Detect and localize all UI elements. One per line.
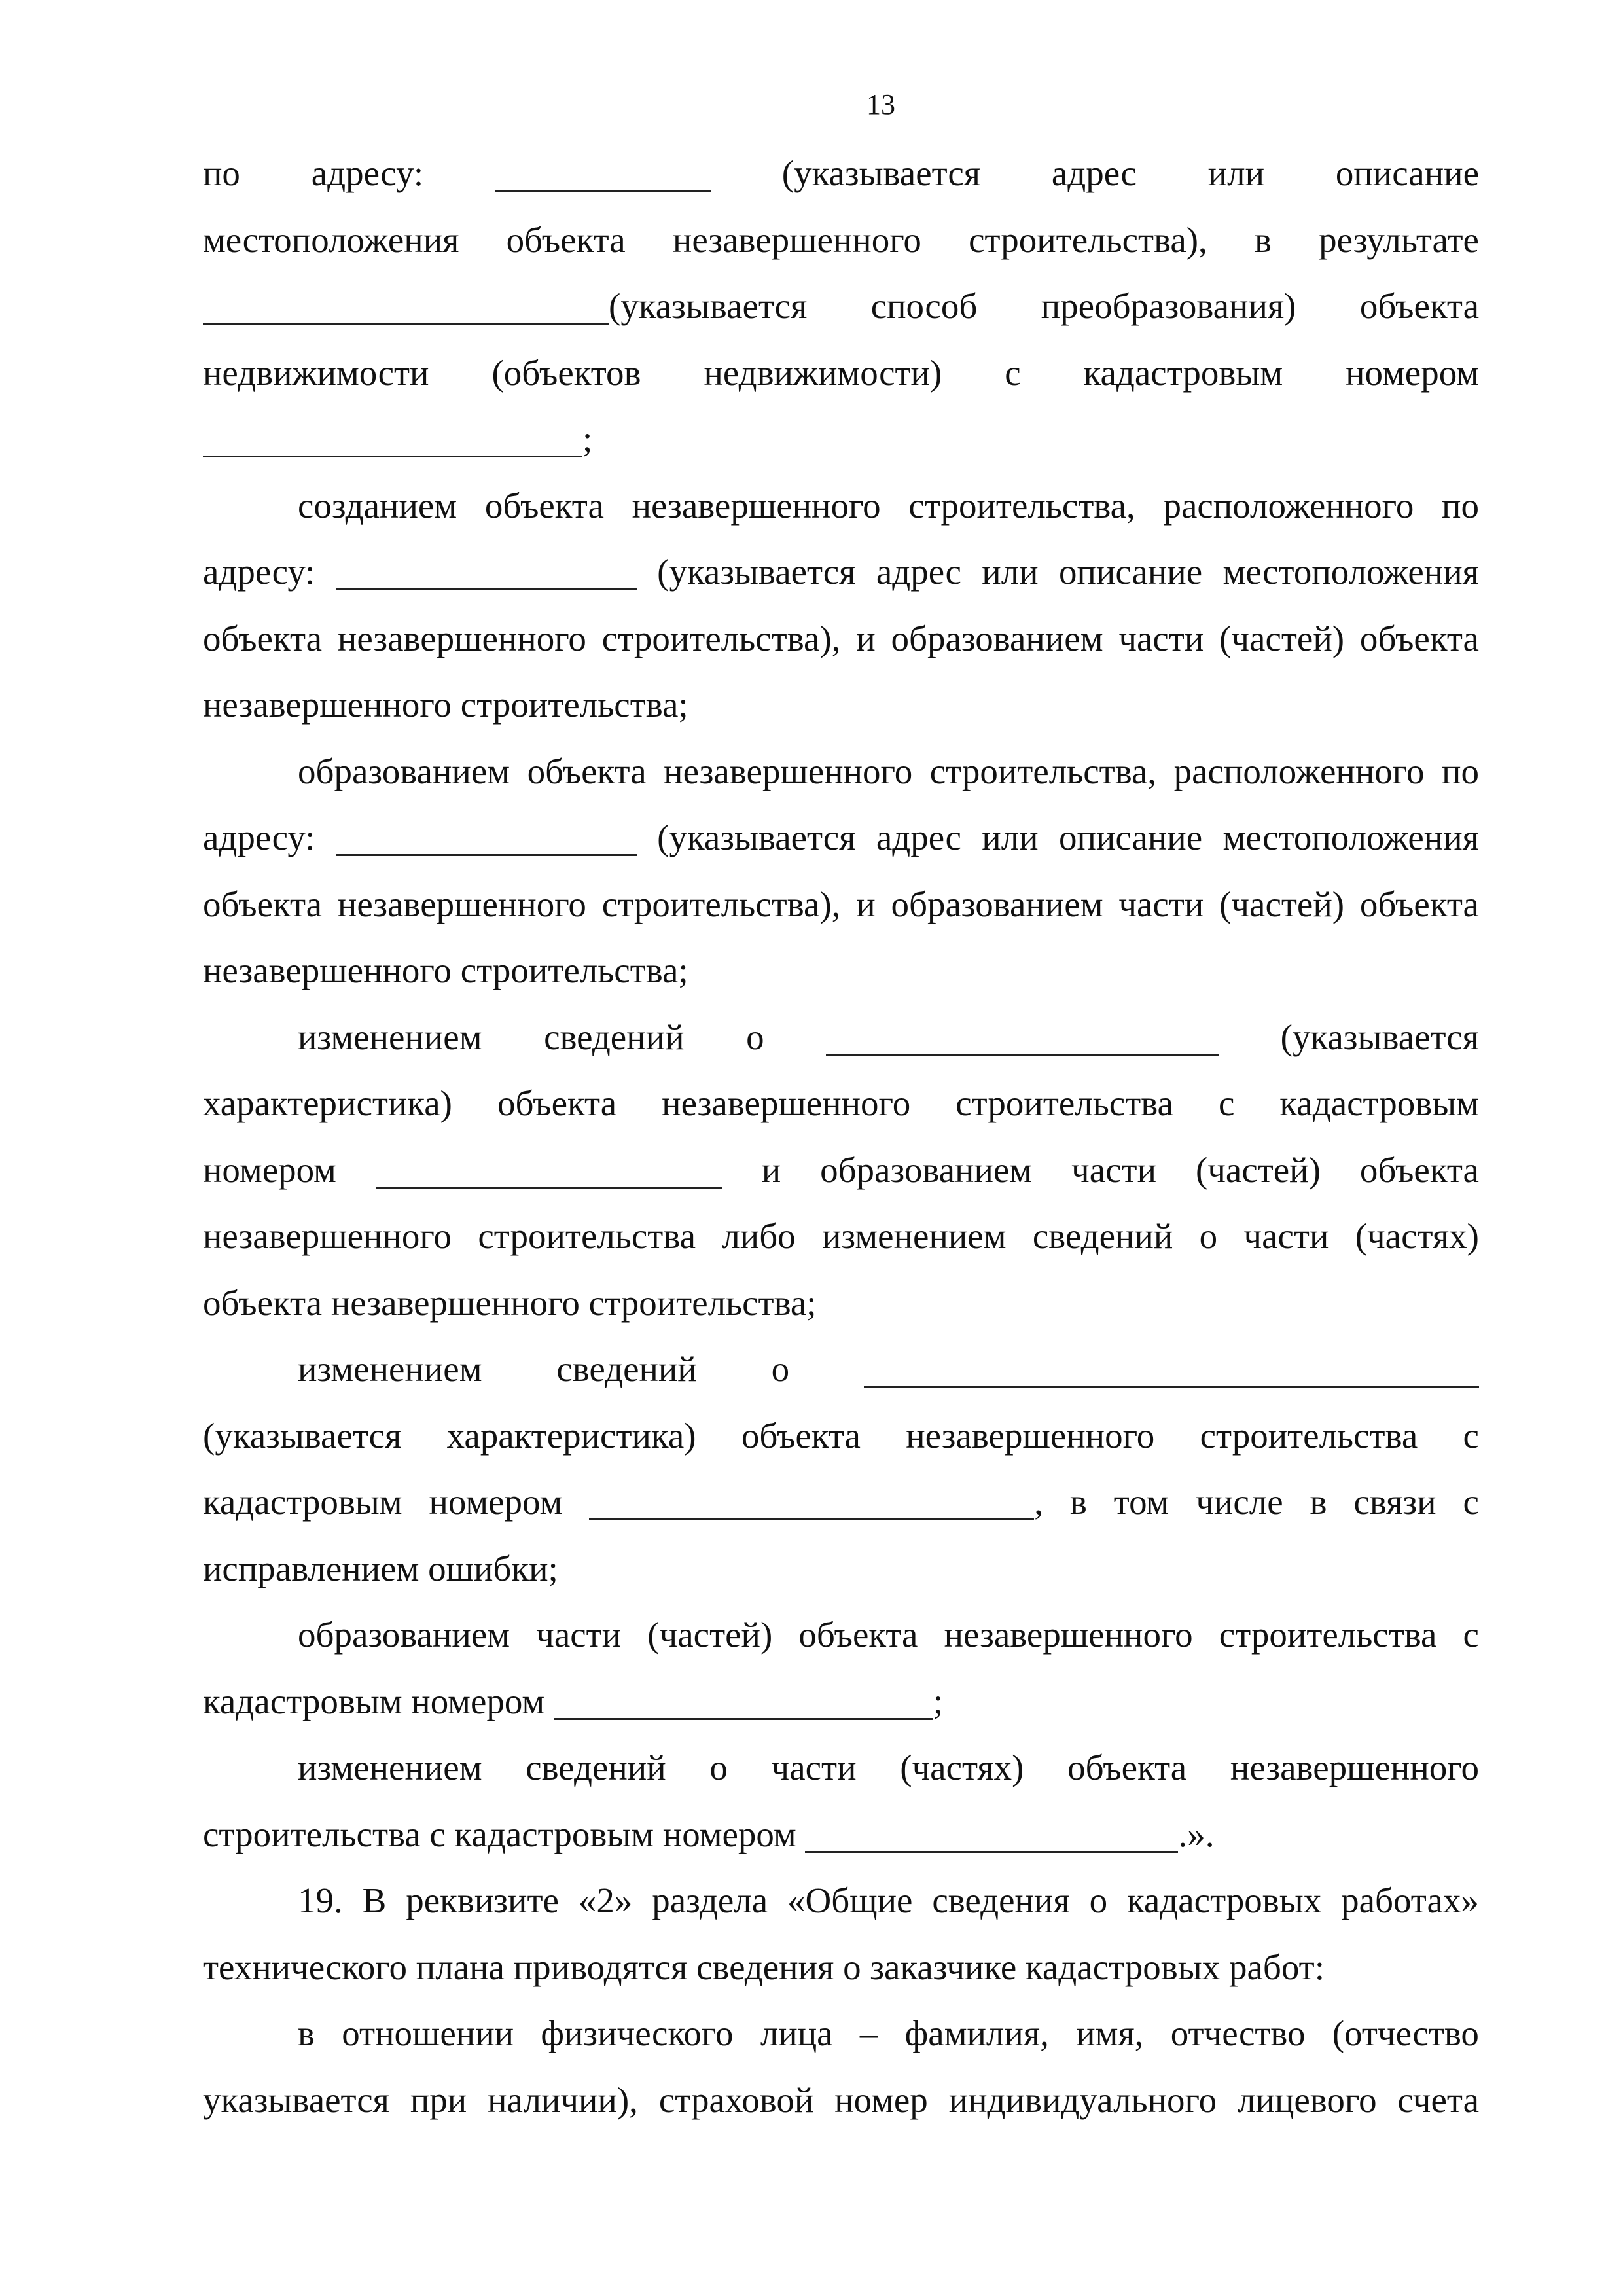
word: с	[1463, 1615, 1479, 1655]
word: отношении	[342, 2013, 514, 2053]
text-line	[203, 340, 1479, 406]
word: сведений	[556, 1349, 697, 1389]
word: или	[1207, 153, 1265, 193]
word: объекта	[484, 485, 604, 526]
word: недвижимости)	[704, 352, 942, 393]
word: о	[1199, 1216, 1218, 1256]
word: части	[1118, 618, 1204, 658]
word: (частей)	[1219, 618, 1345, 658]
word: работах»	[1341, 1880, 1479, 1920]
word	[826, 1005, 1219, 1070]
word: связи	[1353, 1482, 1436, 1522]
word: с	[1218, 1083, 1235, 1123]
word: расположенного	[1163, 485, 1414, 526]
word: либо	[722, 1216, 796, 1256]
word: кадастровых	[1126, 1880, 1322, 1920]
text-line	[203, 1270, 1479, 1336]
word	[495, 141, 711, 206]
word: части	[536, 1615, 622, 1655]
word: незавершенного	[664, 751, 913, 791]
word: фамилия,	[904, 2013, 1049, 2053]
word: сведения	[932, 1880, 1070, 1920]
word: части	[1243, 1216, 1329, 1256]
word: строительства,	[929, 751, 1157, 791]
word: строительства),	[601, 884, 841, 924]
word: раздела	[652, 1880, 768, 1920]
word: строительства),	[601, 618, 841, 658]
word: лицевого	[1238, 2079, 1377, 2120]
page-number: 13	[866, 88, 895, 120]
text-line	[203, 1138, 1479, 1203]
word: отчество	[1170, 2013, 1306, 2053]
word: строительства	[478, 1216, 696, 1256]
text-line	[203, 1536, 1479, 1602]
word	[336, 805, 637, 870]
word: образованием	[891, 618, 1103, 658]
word: по	[1442, 485, 1479, 526]
text-line	[298, 1868, 1479, 1933]
word: с	[1005, 352, 1021, 393]
text-line	[203, 1935, 1479, 2000]
word: с	[1463, 1482, 1479, 1522]
blank-field	[495, 152, 711, 192]
word: незавершенного	[1230, 1748, 1479, 1787]
word: изменением	[298, 1349, 482, 1389]
word: незавершенного	[906, 1415, 1155, 1456]
word: объекта	[527, 751, 647, 791]
word	[336, 539, 637, 605]
word: (отчество	[1332, 2013, 1479, 2053]
word: номером	[1346, 352, 1479, 393]
word: (частях)	[1355, 1216, 1479, 1256]
word: физического	[541, 2013, 734, 2053]
blank-field	[336, 816, 637, 856]
text-line	[203, 2068, 1479, 2133]
word: объекта незавершенного строительства;	[203, 1282, 817, 1323]
word: «Общие	[787, 1880, 913, 1920]
word: том	[1113, 1482, 1169, 1522]
word: сведений	[526, 1748, 666, 1787]
text-line	[203, 207, 1479, 273]
word: индивидуального	[948, 2079, 1217, 2120]
word: строительства	[1200, 1415, 1418, 1456]
blank-field	[864, 1348, 1479, 1388]
word: «2»	[578, 1880, 633, 1920]
word: адресу:	[311, 153, 424, 193]
word: номером	[429, 1482, 563, 1522]
word: или	[982, 552, 1039, 592]
text-line	[203, 1204, 1479, 1269]
word: реквизите	[406, 1880, 559, 1920]
word: в	[1069, 1482, 1087, 1522]
word: о	[771, 1349, 790, 1389]
word: по	[203, 153, 240, 193]
word: (указывается	[657, 817, 856, 857]
word: кадастровым	[1279, 1083, 1479, 1123]
text-line	[203, 406, 1479, 472]
word: объекта	[1359, 286, 1479, 326]
word: сведений	[544, 1016, 685, 1057]
word: счета	[1397, 2079, 1479, 2120]
text-line	[203, 1802, 1479, 1867]
word: адресу:	[203, 817, 315, 857]
word: строительства),	[969, 219, 1207, 260]
text-line	[203, 805, 1479, 870]
word: (указывается	[657, 552, 856, 592]
word: кадастровым	[203, 1482, 402, 1522]
word: преобразования)	[1041, 286, 1296, 326]
word: или	[982, 817, 1039, 857]
word: части	[771, 1748, 857, 1787]
word: части	[1071, 1149, 1157, 1190]
word: незавершенного	[337, 884, 586, 924]
word: о	[709, 1748, 728, 1787]
word: при	[410, 2079, 467, 2120]
word: части	[1118, 884, 1204, 924]
word: местоположения	[203, 219, 459, 260]
word: незавершенного	[944, 1615, 1193, 1655]
word: с	[1463, 1415, 1479, 1456]
word: (указывается	[203, 274, 807, 339]
word: по	[1442, 751, 1479, 791]
word: наличии),	[488, 2079, 638, 2120]
word: образованием	[891, 884, 1103, 924]
text-line	[203, 1669, 1479, 1734]
text-line	[298, 1602, 1479, 1668]
word: числе	[1196, 1482, 1283, 1522]
word: незавершенного	[632, 485, 881, 526]
word: (частей)	[1219, 884, 1345, 924]
word: (указывается	[1280, 1016, 1479, 1057]
word: исправлением ошибки;	[203, 1548, 558, 1588]
text-line	[298, 473, 1479, 539]
word: способ	[870, 286, 978, 326]
word: имя,	[1076, 2013, 1144, 2053]
blank-field	[826, 1016, 1219, 1056]
word: образованием	[298, 1615, 510, 1655]
word: в	[1254, 219, 1272, 260]
word: изменением	[298, 1748, 482, 1787]
word: местоположения	[1222, 817, 1479, 857]
word: незавершенного	[337, 618, 586, 658]
word: незавершенного строительства;	[203, 950, 688, 990]
text-line	[203, 539, 1479, 605]
word: объекта	[203, 618, 323, 658]
text-line	[203, 872, 1479, 937]
text-line	[298, 1005, 1479, 1070]
word: 19.	[298, 1880, 343, 1920]
word: (частей)	[647, 1615, 773, 1655]
text-line	[298, 739, 1479, 804]
text-line	[298, 2001, 1479, 2066]
word: (объектов	[491, 352, 641, 393]
word: незавершенного	[662, 1083, 911, 1123]
word	[376, 1138, 722, 1203]
word: результате	[1319, 219, 1479, 260]
word: незавершенного	[672, 219, 921, 260]
word: (частей)	[1195, 1149, 1321, 1190]
blank-field	[203, 418, 582, 457]
word: характеристика)	[203, 1083, 452, 1123]
word: и	[856, 618, 876, 658]
word: незавершенного	[203, 1216, 452, 1256]
word: (частях)	[900, 1748, 1024, 1787]
blank-field	[589, 1480, 1034, 1520]
word: объекта	[497, 1083, 617, 1123]
word: описание	[1059, 552, 1203, 592]
blank-field	[336, 550, 637, 590]
text-line	[203, 606, 1479, 672]
word: о	[1089, 1880, 1108, 1920]
word: о	[746, 1016, 764, 1057]
word: объекта	[741, 1415, 861, 1456]
word: адрес	[876, 552, 961, 592]
word: изменением	[822, 1216, 1007, 1256]
word: объекта	[1359, 1149, 1479, 1190]
word: незавершенного строительства;	[203, 685, 688, 725]
word: образованием	[298, 751, 510, 791]
text-line	[203, 1469, 1479, 1535]
word: и	[856, 884, 876, 924]
word: объекта	[506, 219, 626, 260]
word: образованием	[820, 1149, 1033, 1190]
blank-field	[554, 1680, 933, 1720]
text-line	[203, 938, 1479, 1003]
text-line	[203, 1403, 1479, 1469]
word: строительства,	[908, 485, 1135, 526]
word: в	[298, 2013, 315, 2053]
word: указывается	[203, 2079, 389, 2120]
word: адрес	[1051, 153, 1137, 193]
word: недвижимости	[203, 352, 429, 393]
blank-field	[203, 285, 609, 325]
word: описание	[1335, 153, 1479, 193]
word: лица	[760, 2013, 833, 2053]
text-line	[203, 1071, 1479, 1136]
word: расположенного	[1173, 751, 1425, 791]
word: изменением	[298, 1016, 482, 1057]
word: строительства с кадастровым номером .».	[203, 1814, 1215, 1854]
word: (указывается	[781, 153, 981, 193]
word: созданием	[298, 485, 457, 526]
word: объекта	[1359, 884, 1479, 924]
word: ,	[589, 1469, 1043, 1535]
word: описание	[1059, 817, 1203, 857]
word: характеристика)	[446, 1415, 696, 1456]
word: адрес	[876, 817, 961, 857]
word: в	[1310, 1482, 1327, 1522]
word: объекта	[1359, 618, 1479, 658]
word: сведений	[1032, 1216, 1173, 1256]
word: кадастровым номером ;	[203, 1681, 944, 1721]
word: кадастровым	[1083, 352, 1283, 393]
text-line	[203, 141, 1479, 206]
text-line	[203, 274, 1479, 339]
word: объекта	[203, 884, 323, 924]
blank-field	[376, 1149, 722, 1189]
word: В	[362, 1880, 387, 1920]
text-line	[298, 1735, 1479, 1801]
word: и	[761, 1149, 781, 1190]
blank-field	[805, 1813, 1178, 1853]
word: строительства	[1219, 1615, 1437, 1655]
word: (указывается	[203, 1415, 402, 1456]
word: объекта	[1067, 1748, 1187, 1787]
word: страховой	[658, 2079, 814, 2120]
word: номер	[834, 2079, 928, 2120]
word: адресу:	[203, 552, 315, 592]
word: номером	[203, 1149, 336, 1190]
text-line	[203, 672, 1479, 738]
text-line	[298, 1336, 1479, 1402]
word: ;	[203, 419, 592, 459]
word: объекта	[798, 1615, 918, 1655]
word: технического плана приводятся сведения о заказчике кадастровых работ:	[203, 1946, 1325, 1987]
word: местоположения	[1222, 552, 1479, 592]
word: строительства	[955, 1083, 1173, 1123]
word: –	[859, 2013, 878, 2053]
word	[864, 1336, 1479, 1402]
